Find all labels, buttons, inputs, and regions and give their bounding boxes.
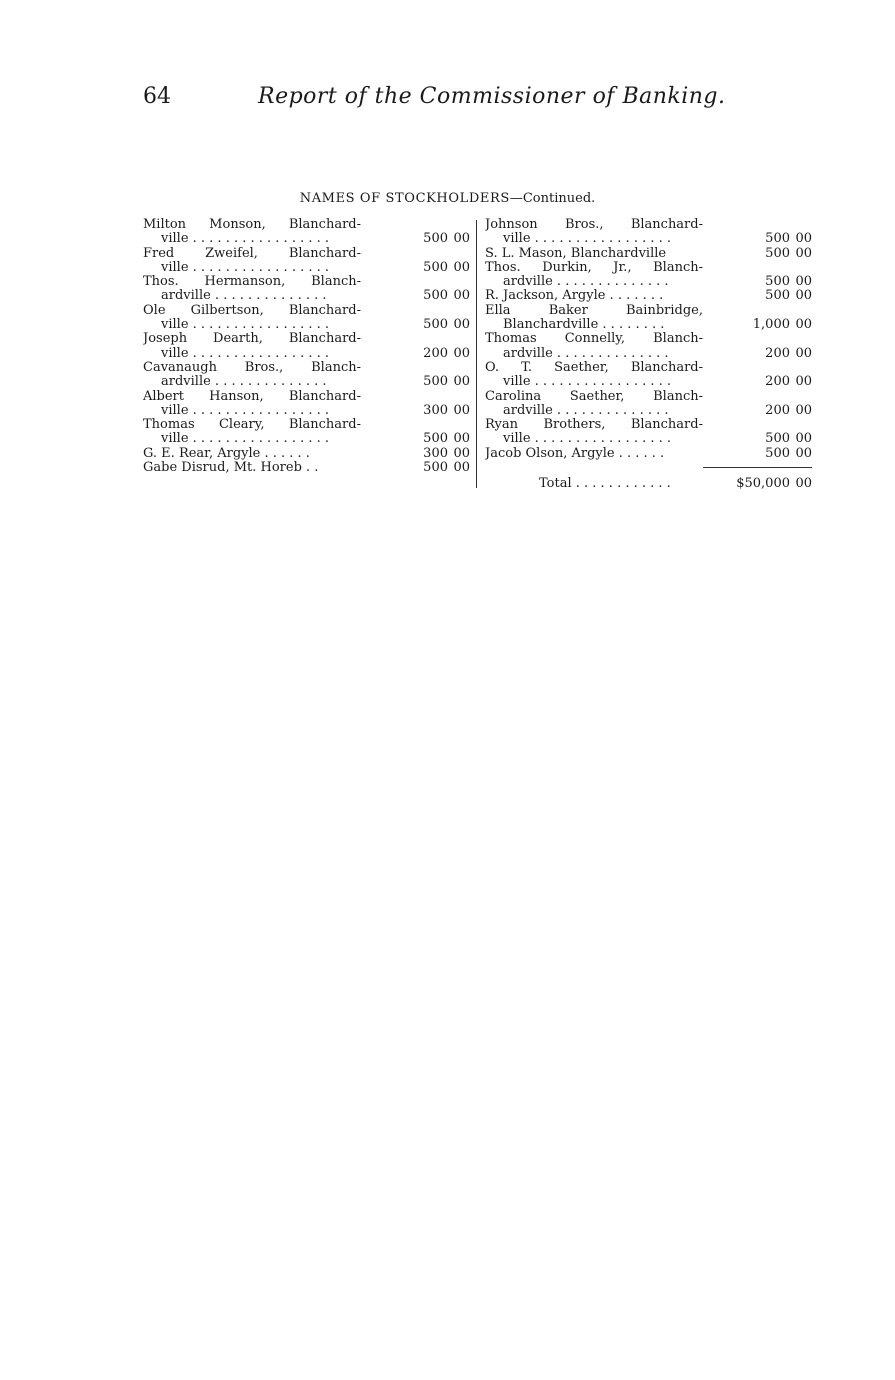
stock-amount <box>388 432 470 446</box>
stockholder-name: S. L. Mason, Blanchardville <box>485 246 667 261</box>
stock-amount <box>388 289 470 303</box>
stockholder-place: ville . . . . . . . . . . . . . . . . . <box>161 403 330 418</box>
entry-line <box>143 275 470 289</box>
stockholder-place: ardville . . . . . . . . . . . . . . <box>161 289 327 304</box>
amount-cents: 00 <box>795 317 812 333</box>
entry-line <box>485 418 812 432</box>
stockholder-name: Ole Gilbertson, Blanchard- <box>143 303 361 318</box>
entry-line <box>485 232 812 246</box>
stockholder-entry <box>485 289 812 303</box>
stock-amount <box>720 289 812 303</box>
stock-amount <box>720 447 812 461</box>
amount-dollars: 500 <box>423 374 448 390</box>
entry-line <box>485 432 812 446</box>
amount-cents: 00 <box>795 245 812 261</box>
entry-line <box>485 375 812 389</box>
amount-dollars: 500 <box>423 288 448 304</box>
entry-line <box>485 261 812 275</box>
entry-line <box>485 404 812 418</box>
amount-cents: 00 <box>795 374 812 390</box>
stockholder-entry <box>143 361 470 390</box>
stock-amount <box>720 275 812 289</box>
total-label: Total . . . . . . . . . . . . <box>539 476 671 491</box>
entry-line <box>485 247 812 261</box>
entry-line <box>143 390 470 404</box>
total-dollars: $50,000 <box>736 476 790 491</box>
amount-dollars: 500 <box>765 231 790 247</box>
entry-line <box>143 318 470 332</box>
stock-amount <box>388 347 470 361</box>
amount-cents: 00 <box>795 445 812 461</box>
amount-cents: 00 <box>453 259 470 275</box>
amount-dollars: 300 <box>423 445 448 461</box>
entry-line <box>143 218 470 232</box>
stockholder-name: Jacob Olson, Argyle . . . . . . <box>485 446 665 461</box>
stockholder-place: ville . . . . . . . . . . . . . . . . . <box>503 232 672 247</box>
entry-line <box>485 275 812 289</box>
amount-dollars: 500 <box>423 460 448 476</box>
entry-line <box>143 361 470 375</box>
amount-dollars: 500 <box>765 274 790 290</box>
entry-line <box>143 332 470 346</box>
entry-line <box>143 375 470 389</box>
amount-cents: 00 <box>795 274 812 290</box>
amount-cents: 00 <box>795 431 812 447</box>
amount-dollars: 500 <box>765 245 790 261</box>
stockholder-name: Thos. Durkin, Jr., Blanch- <box>485 260 703 275</box>
entry-line <box>485 390 812 404</box>
entry-line <box>143 261 470 275</box>
stockholder-entry <box>485 332 812 361</box>
page-number: 64 <box>143 84 171 109</box>
stockholder-name: G. E. Rear, Argyle . . . . . . <box>143 446 310 461</box>
stock-amount <box>388 461 470 475</box>
stock-amount <box>388 404 470 418</box>
stockholder-entry <box>143 461 470 475</box>
entry-line <box>485 447 812 461</box>
stockholder-name: Cavanaugh Bros., Blanch- <box>143 360 361 375</box>
stockholder-name: Milton Monson, Blanchard- <box>143 218 361 232</box>
amount-cents: 00 <box>453 288 470 304</box>
stockholder-place: ville . . . . . . . . . . . . . . . . . <box>503 432 672 447</box>
entry-line <box>485 318 812 332</box>
amount-cents: 00 <box>453 345 470 361</box>
stockholder-name: Thomas Connelly, Blanch- <box>485 332 703 347</box>
amount-cents: 00 <box>453 231 470 247</box>
amount-cents: 00 <box>795 288 812 304</box>
stock-amount <box>388 232 470 246</box>
amount-dollars: 500 <box>765 288 790 304</box>
column-divider <box>476 220 477 488</box>
stockholder-name: Thos. Hermanson, Blanch- <box>143 275 361 290</box>
stockholder-entry <box>143 218 470 247</box>
stockholder-place: Blanchardville . . . . . . . . <box>503 318 665 333</box>
stockholder-name: R. Jackson, Argyle . . . . . . . <box>485 289 664 304</box>
entry-line <box>143 404 470 418</box>
total-line <box>485 476 812 491</box>
stockholder-entry <box>485 418 812 447</box>
stockholder-place: ville . . . . . . . . . . . . . . . . . <box>161 232 330 247</box>
stockholder-entry <box>485 447 812 461</box>
stockholder-name: Gabe Disrud, Mt. Horeb . . <box>143 461 319 476</box>
amount-cents: 00 <box>795 345 812 361</box>
entry-line <box>143 347 470 361</box>
amount-cents: 00 <box>795 231 812 247</box>
amount-dollars: 200 <box>765 374 790 390</box>
stockholder-entry <box>485 218 812 247</box>
stockholder-place: ville . . . . . . . . . . . . . . . . . <box>161 432 330 447</box>
stockholder-place: ville . . . . . . . . . . . . . . . . . <box>161 318 330 333</box>
section-heading-continued: —Continued. <box>509 191 596 206</box>
entry-line <box>143 461 470 475</box>
amount-cents: 00 <box>453 431 470 447</box>
amount-dollars: 200 <box>423 345 448 361</box>
stock-amount <box>720 347 812 361</box>
running-title: Report of the Commissioner of Banking. <box>258 84 726 109</box>
stockholder-place: ville . . . . . . . . . . . . . . . . . <box>161 260 330 275</box>
entry-line <box>485 218 812 232</box>
entry-line <box>143 289 470 303</box>
stockholder-entry <box>143 447 470 461</box>
stockholder-place: ardville . . . . . . . . . . . . . . <box>503 403 669 418</box>
amount-dollars: 500 <box>423 317 448 333</box>
stock-amount <box>388 318 470 332</box>
entry-line <box>485 289 812 303</box>
stockholder-entry <box>143 247 470 276</box>
stockholder-name: Ryan Brothers, Blanchard- <box>485 418 703 433</box>
stockholder-entry <box>143 304 470 333</box>
stockholders-right-column <box>485 218 812 461</box>
amount-dollars: 500 <box>423 231 448 247</box>
stock-amount <box>720 232 812 246</box>
stock-amount <box>388 261 470 275</box>
stockholder-name: Albert Hanson, Blanchard- <box>143 389 361 404</box>
amount-cents: 00 <box>453 317 470 333</box>
entry-line <box>485 332 812 346</box>
stockholder-name: Joseph Dearth, Blanchard- <box>143 332 361 347</box>
stock-amount <box>720 247 812 261</box>
stock-amount <box>388 375 470 389</box>
stockholder-place: ardville . . . . . . . . . . . . . . <box>503 275 669 290</box>
stockholder-name: Carolina Saether, Blanch- <box>485 389 703 404</box>
entry-line <box>143 232 470 246</box>
amount-cents: 00 <box>453 402 470 418</box>
stockholder-entry <box>485 261 812 290</box>
entry-line <box>143 447 470 461</box>
entry-line <box>485 361 812 375</box>
stockholder-entry <box>143 275 470 304</box>
stockholder-place: ville . . . . . . . . . . . . . . . . . <box>161 346 330 361</box>
stockholder-place: ardville . . . . . . . . . . . . . . <box>161 375 327 390</box>
stockholder-name: O. T. Saether, Blanchard- <box>485 360 703 375</box>
stockholder-entry <box>485 390 812 419</box>
entry-line <box>143 432 470 446</box>
amount-dollars: 1,000 <box>752 317 790 333</box>
amount-dollars: 500 <box>423 259 448 275</box>
entry-line <box>485 304 812 318</box>
section-heading <box>0 191 895 206</box>
amount-dollars: 500 <box>765 445 790 461</box>
stockholder-name: Thomas Cleary, Blanchard- <box>143 418 361 433</box>
stock-amount <box>720 318 812 332</box>
amount-cents: 00 <box>453 445 470 461</box>
stockholders-left-column <box>143 218 470 475</box>
amount-cents: 00 <box>453 460 470 476</box>
stockholder-entry <box>143 390 470 419</box>
entry-line <box>485 347 812 361</box>
amount-dollars: 200 <box>765 402 790 418</box>
amount-dollars: 300 <box>423 402 448 418</box>
stockholder-name: Ella Baker Bainbridge, <box>485 303 703 318</box>
total-rule <box>703 467 812 468</box>
stock-amount <box>720 432 812 446</box>
stockholder-name: Johnson Bros., Blanchard- <box>485 218 703 232</box>
entry-line <box>143 418 470 432</box>
amount-dollars: 200 <box>765 345 790 361</box>
amount-cents: 00 <box>453 374 470 390</box>
amount-dollars: 500 <box>765 431 790 447</box>
entry-line <box>143 304 470 318</box>
stockholder-entry <box>485 361 812 390</box>
total-cents: 00 <box>795 476 812 491</box>
amount-dollars: 500 <box>423 431 448 447</box>
stockholder-entry <box>485 247 812 261</box>
stock-amount <box>720 404 812 418</box>
stockholder-name: Fred Zweifel, Blanchard- <box>143 246 361 261</box>
stockholder-place: ville . . . . . . . . . . . . . . . . . <box>503 375 672 390</box>
stock-amount <box>388 447 470 461</box>
section-heading-caps: NAMES OF STOCKHOLDERS <box>299 191 510 206</box>
stockholder-entry <box>143 332 470 361</box>
stockholder-place: ardville . . . . . . . . . . . . . . <box>503 346 669 361</box>
stock-amount <box>720 375 812 389</box>
stockholder-entry <box>485 304 812 333</box>
stockholder-entry <box>143 418 470 447</box>
amount-cents: 00 <box>795 402 812 418</box>
entry-line <box>143 247 470 261</box>
